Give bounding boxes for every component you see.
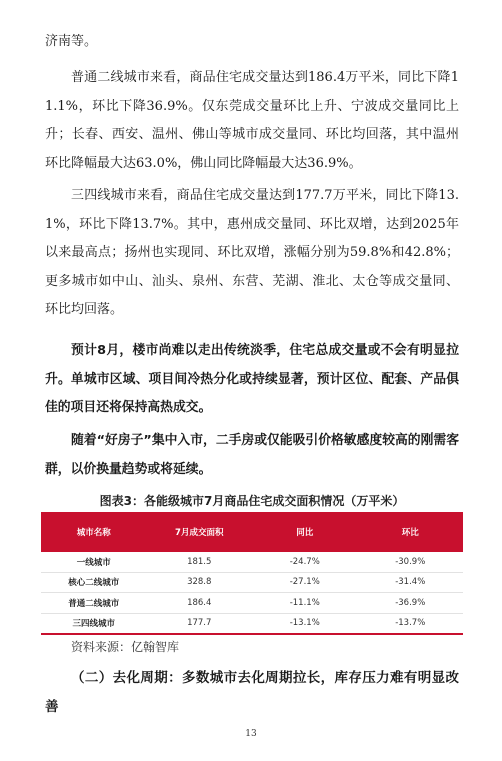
cell-city: 一线城市 <box>76 557 111 568</box>
cell-area: 328.8 <box>187 577 212 588</box>
cell-mom: -36.9% <box>395 597 426 608</box>
paragraph-august-forecast: 预计8月，楼市尚难以走出传统淡季，住宅总成交量或不会有明显拉升。单城市区域、项目间冷热分化或持续显著，预计区位、配套、产品俱佳的项目还将保持高热成交。 <box>45 343 459 415</box>
city-tier-table-container <box>41 512 463 635</box>
cell-mom: -30.9% <box>395 556 426 567</box>
table-header-row <box>41 512 463 552</box>
cell-yoy: -13.1% <box>289 618 320 629</box>
cell-yoy: -27.1% <box>289 577 320 588</box>
cell-area: 177.7 <box>187 618 212 629</box>
cell-yoy: -24.7% <box>289 556 320 567</box>
table-row <box>41 552 463 572</box>
table-row <box>41 613 463 634</box>
section-heading-destocking-cycle: （二）去化周期：多数城市去化周期拉长，库存压力难有明显改善 <box>45 670 459 715</box>
cell-area: 181.5 <box>187 556 212 567</box>
paragraph-continuation: 济南等。 <box>45 34 98 49</box>
cell-city: 核心二线城市 <box>68 578 120 589</box>
data-source-note: 资料来源：亿翰智库 <box>71 640 180 654</box>
cell-area: 186.4 <box>187 597 212 608</box>
page-number: 13 <box>245 729 257 739</box>
paragraph-third-fourth-tier: 三四线城市来看，商品住宅成交量达到177.7万平米，同比下降13.1%，环比下降13.7%。其中，惠州成交量同、环比双增，达到2025年以来最高点；扬州也实现同、环比双增，涨幅分别为59.8%和42.8%；更多城市如中山、汕头、泉州、东营、芜湖、淮北、太仓等成交量同、环比均回落。 <box>45 188 459 317</box>
header-area: 7月成交面积 <box>147 512 253 552</box>
paragraph-ordinary-second-tier: 普通二线城市来看，商品住宅成交量达到186.4万平米，同比下降11.1%，环比下降36.9%。仅东莞成交量环比上升、宁波成交量同比上升；长春、西安、温州、佛山等城市成交量同、环比均回落，其中温州环比降幅最大达63.0%，佛山同比降幅最大达36.9%。 <box>45 70 459 171</box>
header-city: 城市名称 <box>41 512 147 552</box>
figure-title: 图表3：各能级城市7月商品住宅成交面积情况（万平米） <box>99 494 405 508</box>
cell-mom: -13.7% <box>395 618 426 629</box>
cell-mom: -31.4% <box>395 577 426 588</box>
city-tier-table <box>41 512 463 635</box>
table-row <box>41 572 463 593</box>
header-mom: 环比 <box>358 512 464 552</box>
cell-city: 普通二线城市 <box>68 598 120 609</box>
paragraph-second-hand-outlook: 随着“好房子”集中入市，二手房或仅能吸引价格敏感度较高的刚需客群，以价换量趋势或将延续。 <box>45 433 459 477</box>
header-yoy: 同比 <box>252 512 358 552</box>
cell-yoy: -11.1% <box>289 597 320 608</box>
cell-city: 三四线城市 <box>72 619 115 630</box>
table-row <box>41 593 463 614</box>
